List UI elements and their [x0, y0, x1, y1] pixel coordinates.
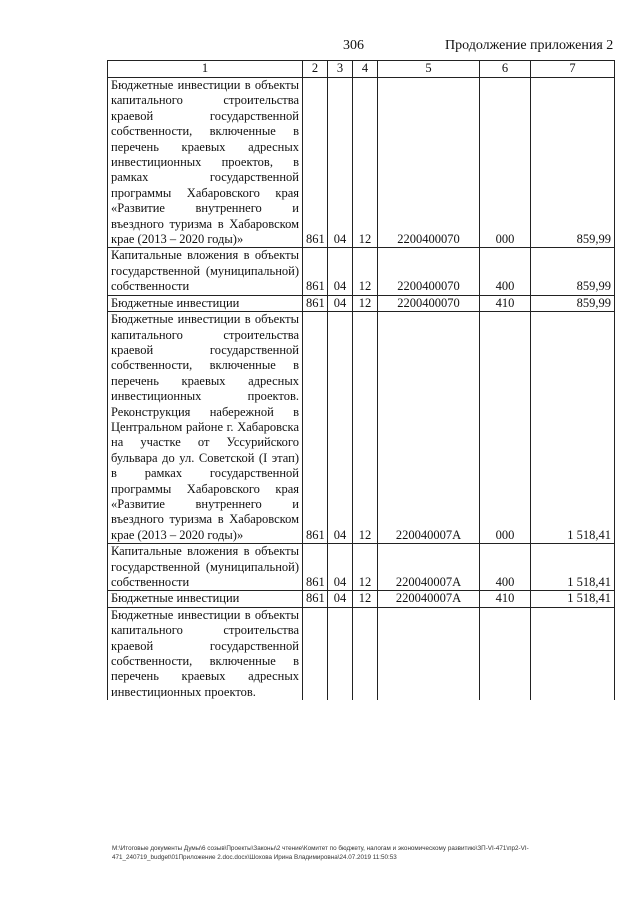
table-row	[108, 248, 615, 295]
cell-ministry: 861	[303, 544, 328, 591]
cell-ministry: 861	[303, 295, 328, 311]
row-name: Капитальные вложения в объекты государственной (муниципальной) собственности	[108, 544, 303, 591]
cell-amount: 859,99	[531, 295, 615, 311]
table-row	[108, 591, 615, 607]
cell-ministry	[303, 607, 328, 700]
table-row	[108, 607, 615, 700]
cell-ministry: 861	[303, 78, 328, 248]
table-header-row	[108, 61, 615, 78]
cell-subsection: 12	[353, 248, 378, 295]
cell-expense-type: 000	[480, 312, 531, 544]
row-name: Бюджетные инвестиции в объекты капитального строительства краевой государственной собственности, включенные в перечень краевых адресных инвестиционных проектов. Реконструкция набережной в Центральном районе г. Хабаровска на участке от Уссурийского бульвара до ул. Советской (I этап) в рамках государственной программы Хабаровского края «Развитие внутреннего и въездного туризма в Хабаровском крае (2013 – 2020 годы)»	[108, 312, 303, 544]
cell-subsection: 12	[353, 78, 378, 248]
cell-subsection	[353, 607, 378, 700]
row-name: Бюджетные инвестиции	[108, 295, 303, 311]
column-header: 4	[353, 61, 378, 78]
cell-amount: 1 518,41	[531, 312, 615, 544]
cell-section: 04	[328, 591, 353, 607]
table-row	[108, 295, 615, 311]
row-name: Капитальные вложения в объекты государственной (муниципальной) собственности	[108, 248, 303, 295]
budget-table	[107, 60, 615, 700]
cell-amount	[531, 607, 615, 700]
cell-section	[328, 607, 353, 700]
cell-target-article: 220040007А	[378, 544, 480, 591]
cell-subsection: 12	[353, 544, 378, 591]
cell-ministry: 861	[303, 591, 328, 607]
cell-section: 04	[328, 544, 353, 591]
cell-amount: 859,99	[531, 78, 615, 248]
cell-expense-type: 410	[480, 295, 531, 311]
continuation-label: Продолжение приложения 2	[445, 38, 614, 53]
cell-target-article: 2200400070	[378, 248, 480, 295]
cell-amount: 1 518,41	[531, 591, 615, 607]
column-header: 7	[531, 61, 615, 78]
cell-ministry: 861	[303, 248, 328, 295]
cell-subsection: 12	[353, 295, 378, 311]
cell-expense-type: 400	[480, 544, 531, 591]
cell-section: 04	[328, 78, 353, 248]
cell-expense-type: 400	[480, 248, 531, 295]
cell-expense-type: 410	[480, 591, 531, 607]
cell-target-article: 2200400070	[378, 295, 480, 311]
column-header: 6	[480, 61, 531, 78]
cell-target-article: 220040007А	[378, 312, 480, 544]
row-name: Бюджетные инвестиции в объекты капитального строительства краевой государственной собственности, включенные в перечень краевых адресных инвестиционных проектов.	[108, 607, 303, 700]
cell-target-article	[378, 607, 480, 700]
row-name: Бюджетные инвестиции в объекты капитального строительства краевой государственной собственности, включенные в перечень краевых адресных инвестиционных проектов, в рамках государственной программы Хабаровского края «Развитие внутреннего и въездного туризма в Хабаровском крае (2013 – 2020 годы)»	[108, 78, 303, 248]
cell-section: 04	[328, 248, 353, 295]
cell-subsection: 12	[353, 591, 378, 607]
table-row	[108, 544, 615, 591]
cell-expense-type	[480, 607, 531, 700]
cell-amount: 1 518,41	[531, 544, 615, 591]
row-name: Бюджетные инвестиции	[108, 591, 303, 607]
table-row	[108, 78, 615, 248]
cell-ministry: 861	[303, 312, 328, 544]
cell-target-article: 2200400070	[378, 78, 480, 248]
cell-section: 04	[328, 295, 353, 311]
document-path-footer: M:\Итоговые документы Думы\6 созыв\Проекты\Законы\2 чтение\Комитет по бюджету, налогам и экономическому развитию\ЗП-VI-471\пр2-VI-471_240719_budget\01Приложение 2.doc.docx\Шохова Ирина Владимировна\24.07.2019 11:50:53	[112, 845, 529, 861]
cell-expense-type: 000	[480, 78, 531, 248]
cell-target-article: 220040007А	[378, 591, 480, 607]
table-row	[108, 312, 615, 544]
column-header: 3	[328, 61, 353, 78]
column-header: 5	[378, 61, 480, 78]
cell-subsection: 12	[353, 312, 378, 544]
page-number: 306	[343, 38, 364, 53]
column-header: 2	[303, 61, 328, 78]
cell-section: 04	[328, 312, 353, 544]
cell-amount: 859,99	[531, 248, 615, 295]
column-header: 1	[108, 61, 303, 78]
